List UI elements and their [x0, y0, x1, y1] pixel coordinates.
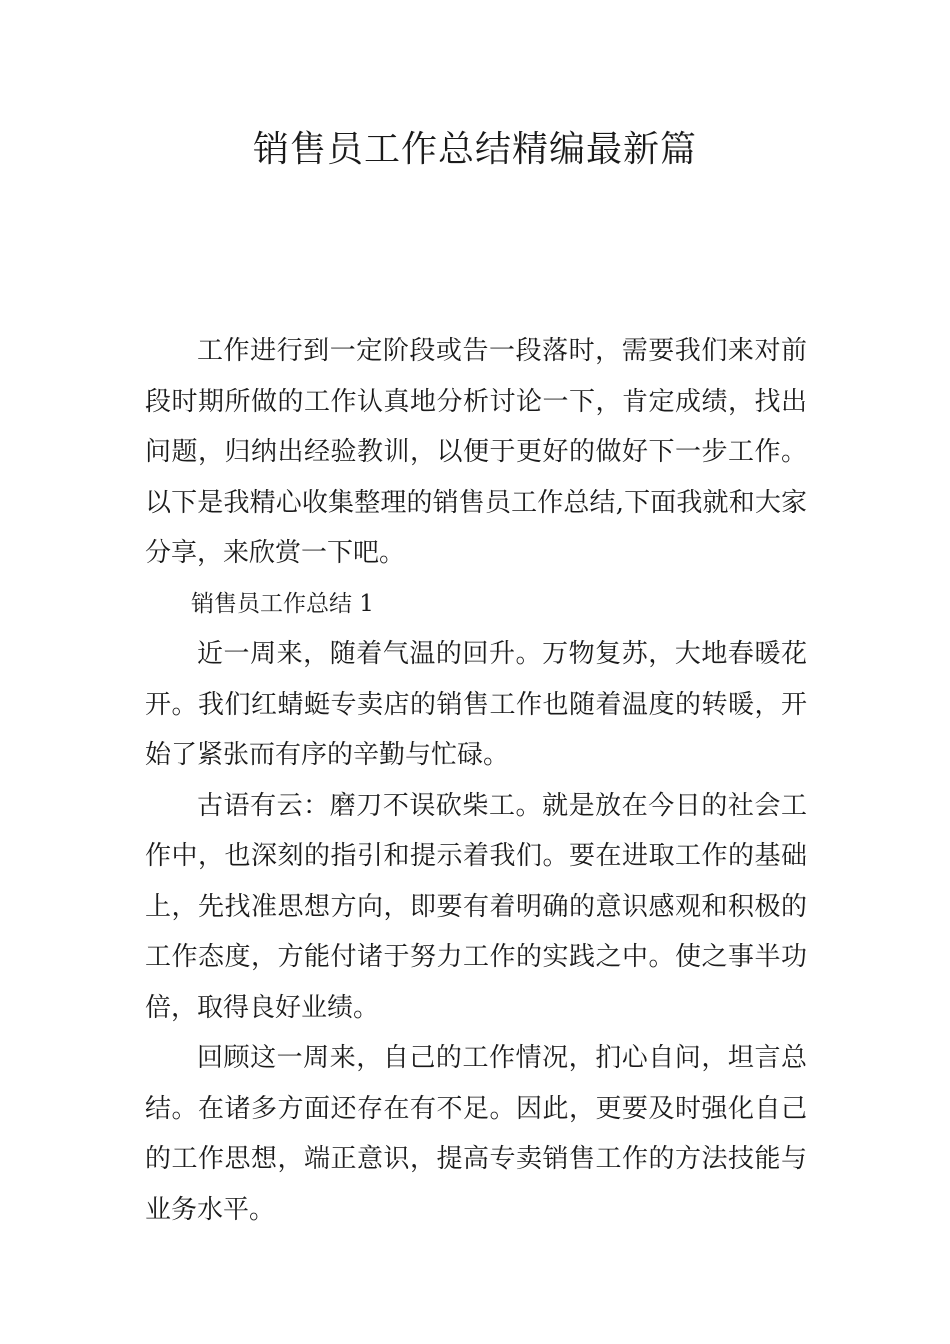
section-heading: 销售员工作总结 1 [191, 590, 374, 617]
paragraph-review: 回顾这一周来，自己的工作情况，扪心自问，坦言总结。在诸多方面还存在有不足。因此，更要及时强化自己的工作思想，端正意识，提高专卖销售工作的方法技能与业务水平。 [145, 1043, 807, 1225]
paragraph-intro: 工作进行到一定阶段或告一段落时，需要我们来对前段时期所做的工作认真地分析讨论一下，肯定成绩，找出问题，归纳出经验教训，以便于更好的做好下一步工作。以下是我精心收集整理的销售员工作总结,下面我就和大家分享，来欣赏一下吧。 [145, 336, 807, 568]
document-body [145, 326, 807, 1235]
paragraph-spring: 近一周来，随着气温的回升。万物复苏，大地春暖花开。我们红蜻蜓专卖店的销售工作也随着温度的转暖，开始了紧张而有序的辛勤与忙碌。 [145, 639, 807, 770]
paragraph-proverb: 古语有云：磨刀不误砍柴工。就是放在今日的社会工作中，也深刻的指引和提示着我们。要在进取工作的基础上，先找准思想方向，即要有着明确的意识感观和积极的工作态度，方能付诸于努力工作的实践之中。使之事半功倍，取得良好业绩。 [145, 790, 807, 1023]
document-title: 销售员工作总结精编最新篇 [252, 129, 697, 170]
